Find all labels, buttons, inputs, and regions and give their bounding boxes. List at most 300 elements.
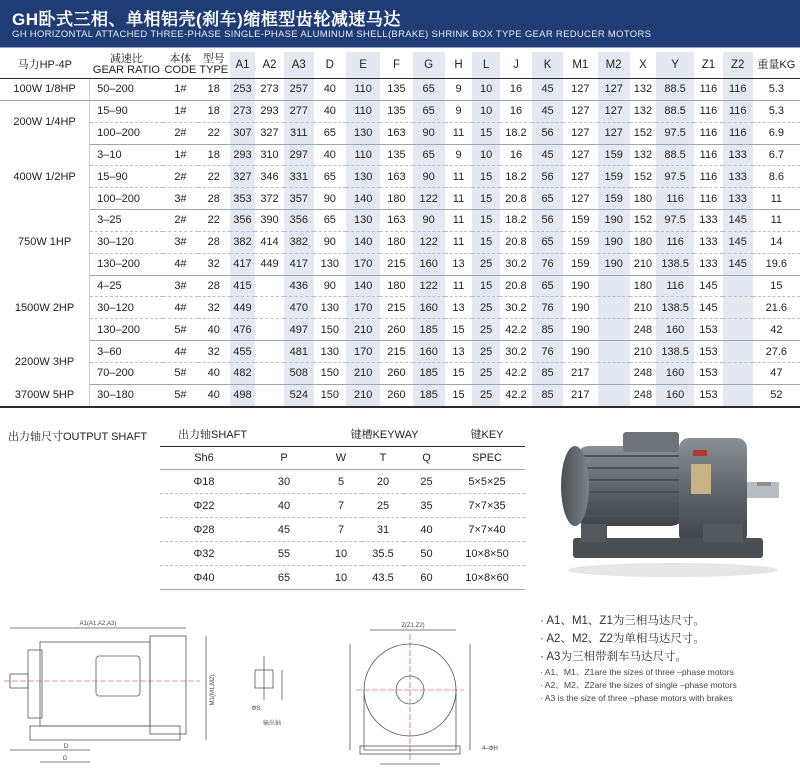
table-row xyxy=(0,231,800,253)
dim-cell: 138.5 xyxy=(656,253,694,275)
dim-cell: 160 xyxy=(656,362,694,384)
dim-cell: 190 xyxy=(563,297,597,319)
dim-cell: 56 xyxy=(532,210,563,232)
dim-cell: 65 xyxy=(413,79,445,101)
motor-photo xyxy=(553,420,793,580)
col-header-dim: M2 xyxy=(598,52,630,79)
shaft-table-body xyxy=(160,470,525,590)
dim-cell: 65 xyxy=(532,275,563,297)
dim-cell: 260 xyxy=(380,319,412,341)
dim-cell: 127 xyxy=(563,79,597,101)
dim-cell: 76 xyxy=(532,297,563,319)
dim-cell: 130 xyxy=(314,297,346,319)
dim-cell xyxy=(598,362,630,384)
table-row xyxy=(0,384,800,406)
dim-cell: 116 xyxy=(694,122,723,144)
ratio-cell: 3–10 xyxy=(90,144,164,166)
code-en: CODE xyxy=(164,64,197,76)
shaft-cell: 40 xyxy=(248,494,320,518)
shaft-cell: 55 xyxy=(248,542,320,566)
dim-cell: 40 xyxy=(314,79,346,101)
dim-cell: 273 xyxy=(255,79,284,101)
dim-cell: 11 xyxy=(445,275,473,297)
ratio-cell: 100–200 xyxy=(90,122,164,144)
ratio-cell: 30–120 xyxy=(90,231,164,253)
dim-cell: 127 xyxy=(563,100,597,122)
dim-cell: 88.5 xyxy=(656,144,694,166)
dim-cell: 65 xyxy=(413,100,445,122)
dim-cell: 210 xyxy=(346,319,380,341)
dim-cell: 90 xyxy=(413,210,445,232)
dim-cell xyxy=(255,319,284,341)
dim-cell: 122 xyxy=(413,275,445,297)
dim-cell: 310 xyxy=(255,144,284,166)
dim-cell: 133 xyxy=(723,166,753,188)
dim-cell: 145 xyxy=(723,210,753,232)
dim-cell: 18.2 xyxy=(500,122,532,144)
label-d: D xyxy=(63,744,69,750)
dim-cell: 130 xyxy=(346,210,380,232)
type-cell: 22 xyxy=(198,122,230,144)
col-header-dim: Z2 xyxy=(723,52,753,79)
dim-cell: 190 xyxy=(563,341,597,363)
dim-cell: 65 xyxy=(314,166,346,188)
dim-cell: 417 xyxy=(284,253,314,275)
dim-cell: 180 xyxy=(630,188,656,210)
ratio-cell: 30–180 xyxy=(90,384,164,406)
dim-cell: 90 xyxy=(413,122,445,144)
shaft-header-row xyxy=(160,422,525,447)
dim-cell: 481 xyxy=(284,341,314,363)
dim-cell xyxy=(723,297,753,319)
dim-cell: 30.2 xyxy=(500,253,532,275)
dim-cell: 160 xyxy=(656,319,694,341)
col-header-dim: A1 xyxy=(230,52,255,79)
dim-cell: 25 xyxy=(472,297,500,319)
dim-cell: 9 xyxy=(445,100,473,122)
shaft-cell: 30 xyxy=(248,470,320,494)
col-header-dim: Y xyxy=(656,52,694,79)
code-cn: 本体 xyxy=(169,53,192,65)
ratio-cell: 15–90 xyxy=(90,166,164,188)
shaft-col-p: P xyxy=(248,447,320,470)
table-row xyxy=(0,100,800,122)
dim-cell: 356 xyxy=(230,210,255,232)
shaft-cell: 65 xyxy=(248,566,320,590)
dim-cell: 190 xyxy=(598,253,630,275)
dim-cell: 311 xyxy=(284,122,314,144)
dim-cell: 9 xyxy=(445,79,473,101)
dim-cell: 25 xyxy=(472,319,500,341)
power-cell: 2200W 3HP xyxy=(0,341,90,385)
dim-cell: 190 xyxy=(598,210,630,232)
title-banner xyxy=(0,0,800,47)
code-cell: 4# xyxy=(163,341,197,363)
dim-cell: 215 xyxy=(380,253,412,275)
ratio-cell: 130–200 xyxy=(90,253,164,275)
table-row xyxy=(0,341,800,363)
base-foot-right xyxy=(703,524,743,542)
shaft-cell: 20 xyxy=(362,470,404,494)
weight-cell: 52 xyxy=(753,384,800,406)
dim-cell: 159 xyxy=(563,231,597,253)
dim-cell: 65 xyxy=(532,231,563,253)
dim-cell: 482 xyxy=(230,362,255,384)
table-header-row xyxy=(0,52,800,79)
dim-cell: 163 xyxy=(380,210,412,232)
col-header-power: 马力HP-4P xyxy=(0,52,90,79)
shaft-header-keyway: 键槽KEYWAY xyxy=(320,422,449,447)
side-view-motor xyxy=(40,642,150,726)
shaft-row xyxy=(160,518,525,542)
dim-cell: 159 xyxy=(598,166,630,188)
dim-cell: 470 xyxy=(284,297,314,319)
dim-cell: 20.8 xyxy=(500,231,532,253)
dim-cell: 190 xyxy=(563,319,597,341)
shaft-cell: 25 xyxy=(404,470,449,494)
dim-cell: 145 xyxy=(723,253,753,275)
col-header-dim: J xyxy=(500,52,532,79)
dim-cell: 150 xyxy=(314,362,346,384)
shaft-cell: 25 xyxy=(362,494,404,518)
shaft-cell: 7 xyxy=(320,518,362,542)
dim-cell: 127 xyxy=(598,79,630,101)
dim-cell: 210 xyxy=(630,253,656,275)
type-cell: 32 xyxy=(198,341,230,363)
dim-cell: 382 xyxy=(284,231,314,253)
output-shaft-label: 出力轴尺寸OUTPUT SHAFT xyxy=(8,431,148,443)
table-body xyxy=(0,79,800,407)
dim-cell: 185 xyxy=(413,362,445,384)
dim-cell: 132 xyxy=(630,144,656,166)
shaft-row xyxy=(160,566,525,590)
dim-cell: 132 xyxy=(630,100,656,122)
dim-cell: 11 xyxy=(445,122,473,144)
dim-cell: 16 xyxy=(500,144,532,166)
dim-cell: 163 xyxy=(380,122,412,144)
code-cell: 1# xyxy=(163,79,197,101)
side-view-base xyxy=(30,726,180,740)
dim-cell: 449 xyxy=(230,297,255,319)
table-row xyxy=(0,210,800,232)
dim-cell: 11 xyxy=(445,188,473,210)
dim-cell: 449 xyxy=(255,253,284,275)
shaft-cell: 5×5×25 xyxy=(449,470,525,494)
dim-cell: 45 xyxy=(532,79,563,101)
note-line: · A3 is the size of three –phase motors with brakes xyxy=(540,693,733,703)
type-cell: 18 xyxy=(198,79,230,101)
ratio-cell: 15–90 xyxy=(90,100,164,122)
table-row xyxy=(0,188,800,210)
shaft-cell: Φ40 xyxy=(160,566,248,590)
ratio-en: GEAR RATIO xyxy=(92,64,160,76)
dim-cell: 145 xyxy=(694,275,723,297)
dim-cell: 90 xyxy=(314,231,346,253)
ratio-cn: 减速比 xyxy=(109,53,143,65)
shaft-cell: Φ28 xyxy=(160,518,248,542)
dim-cell: 122 xyxy=(413,231,445,253)
dim-cell: 15 xyxy=(472,122,500,144)
shaft-col-t: T xyxy=(362,447,404,470)
dim-cell: 65 xyxy=(314,122,346,144)
col-header-weight: 重量KG xyxy=(753,52,800,79)
dim-cell: 15 xyxy=(472,166,500,188)
dim-cell: 210 xyxy=(346,384,380,406)
table-row xyxy=(0,319,800,341)
dim-cell: 415 xyxy=(230,275,255,297)
dim-cell: 15 xyxy=(472,275,500,297)
dim-cell: 127 xyxy=(563,188,597,210)
shaft-cell: Φ32 xyxy=(160,542,248,566)
weight-cell: 21.6 xyxy=(753,297,800,319)
dim-cell: 15 xyxy=(445,319,473,341)
col-header-dim: M1 xyxy=(563,52,597,79)
shaft-cell: 35.5 xyxy=(362,542,404,566)
type-cell: 22 xyxy=(198,166,230,188)
table-row xyxy=(0,144,800,166)
dim-cell: 153 xyxy=(694,362,723,384)
dim-cell: 76 xyxy=(532,253,563,275)
weight-cell: 14 xyxy=(753,231,800,253)
power-cell: 1500W 2HP xyxy=(0,275,90,341)
type-cell: 32 xyxy=(198,297,230,319)
dim-cell: 11 xyxy=(445,166,473,188)
dim-cell: 18.2 xyxy=(500,210,532,232)
dim-cell: 132 xyxy=(630,79,656,101)
dim-cell: 138.5 xyxy=(656,341,694,363)
dim-cell: 170 xyxy=(346,253,380,275)
dim-cell: 76 xyxy=(532,341,563,363)
dim-cell: 417 xyxy=(230,253,255,275)
dimension-drawings xyxy=(0,600,530,776)
dim-cell: 390 xyxy=(255,210,284,232)
type-cell: 40 xyxy=(198,384,230,406)
dim-cell xyxy=(255,362,284,384)
dim-cell: 210 xyxy=(630,341,656,363)
dim-cell: 159 xyxy=(598,188,630,210)
weight-cell: 5.3 xyxy=(753,100,800,122)
shaft-cell: Φ18 xyxy=(160,470,248,494)
weight-cell: 5.3 xyxy=(753,79,800,101)
dim-cell xyxy=(723,341,753,363)
side-view-terminal-box xyxy=(96,656,140,696)
motor-shadow xyxy=(568,563,778,577)
dim-cell: 185 xyxy=(413,319,445,341)
weight-cell: 11 xyxy=(753,188,800,210)
dim-cell: 90 xyxy=(314,275,346,297)
dim-cell: 97.5 xyxy=(656,122,694,144)
dim-cell: 153 xyxy=(694,319,723,341)
dim-cell: 372 xyxy=(255,188,284,210)
dim-cell: 11 xyxy=(445,210,473,232)
dim-cell: 253 xyxy=(230,79,255,101)
dim-cell xyxy=(255,341,284,363)
code-cell: 2# xyxy=(163,210,197,232)
col-header-dim: A2 xyxy=(255,52,284,79)
shaft-row xyxy=(160,494,525,518)
dim-cell: 170 xyxy=(346,341,380,363)
dim-cell: 248 xyxy=(630,319,656,341)
dim-cell: 160 xyxy=(656,384,694,406)
dim-cell: 13 xyxy=(445,341,473,363)
dim-cell: 414 xyxy=(255,231,284,253)
power-cell: 750W 1HP xyxy=(0,210,90,276)
table-row xyxy=(0,79,800,101)
col-header-code xyxy=(163,52,197,79)
dim-cell: 190 xyxy=(598,231,630,253)
shaft-col-sh6: Sh6 xyxy=(160,447,248,470)
dim-cell: 455 xyxy=(230,341,255,363)
dim-cell: 127 xyxy=(563,144,597,166)
power-cell: 100W 1/8HP xyxy=(0,79,90,101)
dim-cell: 15 xyxy=(445,384,473,406)
dim-cell: 153 xyxy=(694,341,723,363)
dim-cell: 15 xyxy=(472,210,500,232)
dim-cell: 524 xyxy=(284,384,314,406)
dim-cell: 159 xyxy=(563,253,597,275)
dim-cell: 20.8 xyxy=(500,188,532,210)
dim-cell: 217 xyxy=(563,362,597,384)
dim-cell: 260 xyxy=(380,362,412,384)
dim-cell: 357 xyxy=(284,188,314,210)
code-cell: 5# xyxy=(163,384,197,406)
dim-cell: 56 xyxy=(532,166,563,188)
table-row xyxy=(0,275,800,297)
type-en: TYPE xyxy=(199,64,229,76)
power-cell: 400W 1/2HP xyxy=(0,144,90,210)
col-header-dim: X xyxy=(630,52,656,79)
dim-cell: 297 xyxy=(284,144,314,166)
code-cell: 5# xyxy=(163,319,197,341)
dim-cell: 16 xyxy=(500,79,532,101)
type-cell: 28 xyxy=(198,275,230,297)
dim-cell: 133 xyxy=(723,144,753,166)
dim-cell: 152 xyxy=(630,210,656,232)
dim-cell: 180 xyxy=(380,275,412,297)
col-header-type xyxy=(198,52,230,79)
col-header-ratio xyxy=(90,52,164,79)
label-z-dim: Z(Z1,Z2) xyxy=(401,623,425,629)
weight-cell: 8.6 xyxy=(753,166,800,188)
dim-cell: 145 xyxy=(694,297,723,319)
col-header-dim: F xyxy=(380,52,412,79)
dim-cell: 150 xyxy=(314,319,346,341)
ratio-cell: 70–200 xyxy=(90,362,164,384)
code-cell: 4# xyxy=(163,297,197,319)
power-cell: 200W 1/4HP xyxy=(0,100,90,144)
table-row xyxy=(0,122,800,144)
weight-cell: 11 xyxy=(753,210,800,232)
shaft-col-spec: SPEC xyxy=(449,447,525,470)
dim-cell: 85 xyxy=(532,362,563,384)
dim-cell: 248 xyxy=(630,384,656,406)
dim-cell: 116 xyxy=(723,100,753,122)
weight-cell: 15 xyxy=(753,275,800,297)
dim-cell: 353 xyxy=(230,188,255,210)
shaft-cell: Φ22 xyxy=(160,494,248,518)
code-cell: 3# xyxy=(163,275,197,297)
dim-cell: 130 xyxy=(314,253,346,275)
dim-cell: 25 xyxy=(472,384,500,406)
type-cell: 32 xyxy=(198,253,230,275)
dim-cell: 476 xyxy=(230,319,255,341)
dim-cell: 18.2 xyxy=(500,166,532,188)
dim-cell xyxy=(723,319,753,341)
weight-cell: 6.7 xyxy=(753,144,800,166)
label-m-dim: M1(M1,M2) xyxy=(210,674,216,706)
dim-cell: 45 xyxy=(532,100,563,122)
dim-cell: 88.5 xyxy=(656,79,694,101)
dim-cell: 90 xyxy=(314,188,346,210)
dim-cell: 15 xyxy=(472,188,500,210)
dim-cell: 116 xyxy=(694,144,723,166)
dim-cell: 135 xyxy=(380,79,412,101)
dim-cell: 138.5 xyxy=(656,297,694,319)
dim-cell: 140 xyxy=(346,231,380,253)
shaft-row xyxy=(160,542,525,566)
dim-cell: 127 xyxy=(563,122,597,144)
dim-cell xyxy=(255,275,284,297)
type-cell: 18 xyxy=(198,144,230,166)
note-line: · A2、M2、Z2为单相马达尺寸。 xyxy=(540,633,705,645)
dim-cell: 152 xyxy=(630,122,656,144)
dim-cell: 15 xyxy=(472,231,500,253)
dim-cell: 497 xyxy=(284,319,314,341)
shaft-cell: 45 xyxy=(248,518,320,542)
dim-cell: 30.2 xyxy=(500,341,532,363)
dim-cell: 140 xyxy=(346,188,380,210)
dim-cell xyxy=(723,384,753,406)
dim-cell: 130 xyxy=(346,122,380,144)
col-header-dim: K xyxy=(532,52,563,79)
dim-cell: 45 xyxy=(532,144,563,166)
brand-label xyxy=(693,450,707,456)
shaft-cell: 50 xyxy=(404,542,449,566)
shaft-cell: 10×8×50 xyxy=(449,542,525,566)
type-cn: 型号 xyxy=(202,53,225,65)
dim-cell xyxy=(598,319,630,341)
dim-cell: 159 xyxy=(563,210,597,232)
dim-cell: 20.8 xyxy=(500,275,532,297)
note-line: · A2、M2、Z2are the sizes of single –phase motors xyxy=(540,680,737,690)
power-cell: 3700W 5HP xyxy=(0,384,90,406)
dim-cell: 25 xyxy=(472,362,500,384)
dim-cell: 170 xyxy=(346,297,380,319)
dim-cell: 127 xyxy=(598,100,630,122)
dim-cell: 85 xyxy=(532,319,563,341)
code-cell: 3# xyxy=(163,188,197,210)
dim-cell: 90 xyxy=(413,166,445,188)
label-g: G xyxy=(62,756,68,762)
header-divider xyxy=(0,47,800,51)
table-row xyxy=(0,297,800,319)
shaft-cell: 43.5 xyxy=(362,566,404,590)
dim-cell: 160 xyxy=(413,341,445,363)
label-phi-s: ΦS xyxy=(251,706,261,712)
dim-cell xyxy=(598,384,630,406)
dim-cell: 122 xyxy=(413,188,445,210)
dim-cell: 133 xyxy=(694,210,723,232)
dim-cell xyxy=(598,275,630,297)
dim-cell xyxy=(598,341,630,363)
dim-cell: 116 xyxy=(723,122,753,144)
dim-cell xyxy=(255,297,284,319)
note-line: · A1、M1、Z1为三相马达尺寸。 xyxy=(540,615,705,627)
page-subtitle: GH HORIZONTAL ATTACHED THREE-PHASE SINGLE-PHASE ALUMINUM SHELL(BRAKE) SHRINK BOX TYPE GEAR REDUCER MOTORS xyxy=(12,29,652,40)
weight-cell: 47 xyxy=(753,362,800,384)
weight-cell: 19.6 xyxy=(753,253,800,275)
shaft-row xyxy=(160,470,525,494)
